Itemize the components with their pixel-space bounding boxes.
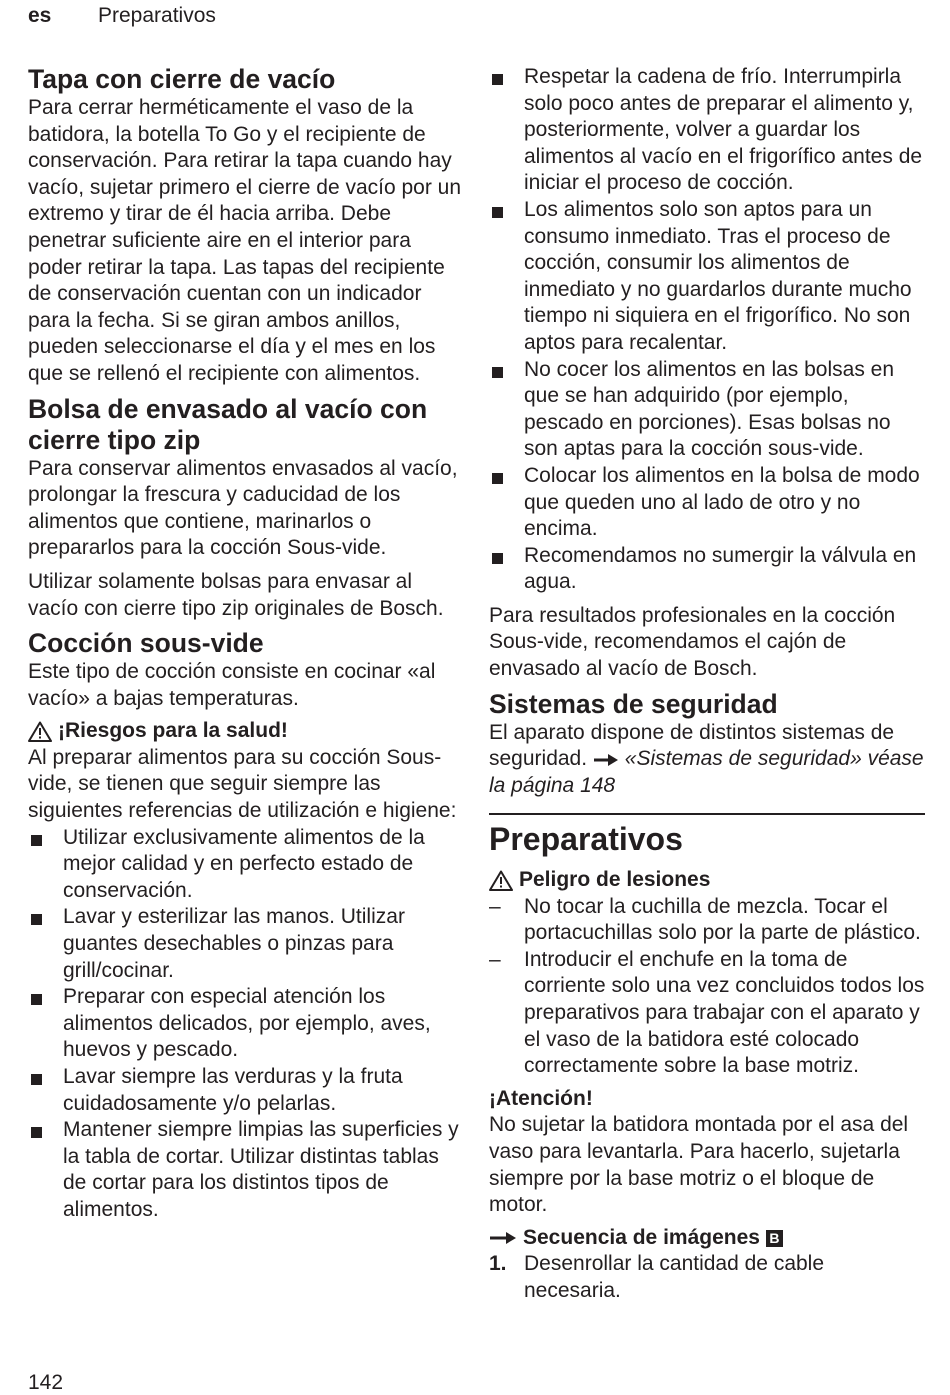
seguridad-heading: Sistemas de seguridad bbox=[489, 688, 778, 719]
health-warning-paragraph: Al preparar alimentos para su cocción Sous-vide, se tienen que seguir siempre las siguientes referencias de utilización e higiene: bbox=[28, 745, 457, 823]
tapa-heading: Tapa con cierre de vacío bbox=[28, 64, 336, 94]
health-warning-title: ¡Riesgos para la salud! bbox=[58, 719, 288, 743]
bullet-square-icon bbox=[492, 473, 503, 484]
list-item: Lavar siempre las verduras y la fruta cuidadosamente y/o pelarlas. bbox=[28, 1064, 468, 1117]
warning-triangle-icon bbox=[28, 721, 52, 742]
bullet-square-icon bbox=[31, 914, 42, 925]
section-title: Preparativos bbox=[98, 4, 216, 27]
list-item: No cocer los alimentos en las bolsas en que se han adquirido (por ejemplo, pescado en porciones). Esas bolsas no son aptas para la cocción sous-vide. bbox=[489, 357, 925, 463]
bolsa-paragraph-1: Para conservar alimentos envasados al vacío, prolongar la frescura y caducidad de los alimentos que contiene, marinarlos o prepararlos para la cocción Sous-vide. bbox=[28, 456, 458, 560]
bullet-square-icon bbox=[492, 74, 503, 85]
step-text: Desenrollar la cantidad de cable necesaria. bbox=[524, 1252, 825, 1302]
hygiene-list bbox=[28, 825, 468, 1224]
bullet-square-icon bbox=[31, 994, 42, 1005]
coccion-paragraph: Este tipo de cocción consiste en cocinar «al vacío» a bajas temperaturas. bbox=[28, 660, 436, 710]
arrow-right-icon bbox=[593, 753, 619, 767]
language-code: es bbox=[28, 4, 52, 27]
atencion-paragraph: No sujetar la batidora montada por el asa del vaso para levantarla. Para hacerlo, sujetarla siempre por la base motriz o el bloque de motor. bbox=[489, 1113, 909, 1217]
coccion-heading: Cocción sous-vide bbox=[28, 628, 264, 659]
arrow-right-icon bbox=[489, 1231, 517, 1245]
bullet-square-icon bbox=[492, 553, 503, 564]
seguridad-reference-link[interactable]: «Sistemas de seguridad» véase la página 148 bbox=[489, 747, 924, 797]
step-number: 1. bbox=[489, 1252, 507, 1276]
page-number: 142 bbox=[28, 1371, 64, 1394]
recommend-paragraph: Para resultados profesionales en la cocción Sous-vide, recomendamos el cajón de envasado al vacío de Bosch. bbox=[489, 603, 896, 681]
bolsa-paragraph-2: Utilizar solamente bolsas para envasar al vacío con cierre tipo zip originales de Bosch. bbox=[28, 569, 444, 620]
list-item: Recomendamos no sumergir la válvula en agua. bbox=[489, 543, 925, 596]
step-item bbox=[489, 1251, 925, 1304]
atencion-heading: ¡Atención! bbox=[489, 1086, 593, 1110]
warning-triangle-icon bbox=[489, 870, 513, 891]
list-item: Preparar con especial atención los alimentos delicados, por ejemplo, aves, huevos y pescado. bbox=[28, 984, 468, 1064]
list-item: Mantener siempre limpias las superficies y la tabla de cortar. Utilizar distintas tablas de cortar para los distintos tipos de alimentos. bbox=[28, 1117, 468, 1223]
bolsa-heading: Bolsa de envasado al vacío con cierre tipo zip bbox=[28, 393, 428, 455]
list-item: Utilizar exclusivamente alimentos de la mejor calidad y en perfecto estado de conservación. bbox=[28, 825, 468, 905]
dash-bullet-icon: – bbox=[489, 947, 501, 971]
right-column-top bbox=[489, 64, 925, 799]
list-item: Lavar y esterilizar las manos. Utilizar guantes desechables o pinzas para grill/cocinar. bbox=[28, 904, 468, 984]
injury-warning-heading bbox=[489, 867, 925, 894]
injury-list bbox=[489, 894, 925, 1080]
list-item: – Introducir el enchufe en la toma de corriente solo una vez concluidos todos los preparativos para trabajar con el aparato y el vaso de la batidora esté colocado correctamente sobre la base motriz. bbox=[489, 947, 925, 1078]
right-column-bottom bbox=[489, 813, 925, 1305]
seguridad-paragraph: El aparato dispone de distintos sistemas de seguridad. «Sistemas de seguridad» véase la página 148 bbox=[489, 720, 924, 797]
page-header bbox=[28, 4, 216, 28]
sous-vide-list bbox=[489, 64, 925, 596]
health-warning-heading bbox=[28, 718, 468, 745]
list-item: Respetar la cadena de frío. Interrumpirla solo poco antes de preparar el alimento y, posteriormente, volver a guardar los alimentos al vacío en el frigorífico antes de iniciar el proceso de cocción. bbox=[489, 64, 925, 197]
list-item: Colocar los alimentos en la bolsa de modo que queden uno al lado de otro y no encima. bbox=[489, 463, 925, 543]
preparativos-heading: Preparativos bbox=[489, 821, 683, 857]
bullet-square-icon bbox=[31, 835, 42, 846]
dash-bullet-icon: – bbox=[489, 894, 501, 918]
image-sequence-title: Secuencia de imágenes bbox=[523, 1225, 760, 1249]
tapa-paragraph: Para cerrar herméticamente el vaso de la batidora, la botella To Go y el recipiente de conservación. Para retirar la tapa cuando hay vacío, sujetar primero el cierre de vacío por un extremo y tirar de él hacia arriba. Debe penetrar suficiente aire en el interior para poder retirar la tapa. Las tapas del recipiente de conservación cuentan con un indicador para la fecha. Si se giran ambos anillos, pueden seleccionarse el día y el mes en los que se rellenó el recipiente con alimentos. bbox=[28, 96, 462, 385]
steps-list bbox=[489, 1251, 925, 1304]
section-divider bbox=[489, 813, 925, 815]
injury-warning-title: Peligro de lesiones bbox=[519, 868, 711, 891]
list-item: Los alimentos solo son aptos para un consumo inmediato. Tras el proceso de cocción, consumir los alimentos de inmediato y no guardarlos durante mucho tiempo ni siquiera en el frigorífico. No son aptos para recalentar. bbox=[489, 197, 925, 357]
bullet-square-icon bbox=[31, 1127, 42, 1138]
left-column bbox=[28, 64, 468, 1224]
bullet-square-icon bbox=[492, 207, 503, 218]
list-item: – No tocar la cuchilla de mezcla. Tocar el portacuchillas solo por la parte de plástico. bbox=[489, 894, 921, 945]
figure-badge: B bbox=[766, 1230, 783, 1247]
bullet-square-icon bbox=[492, 367, 503, 378]
bullet-square-icon bbox=[31, 1074, 42, 1085]
image-sequence-heading bbox=[489, 1225, 925, 1252]
